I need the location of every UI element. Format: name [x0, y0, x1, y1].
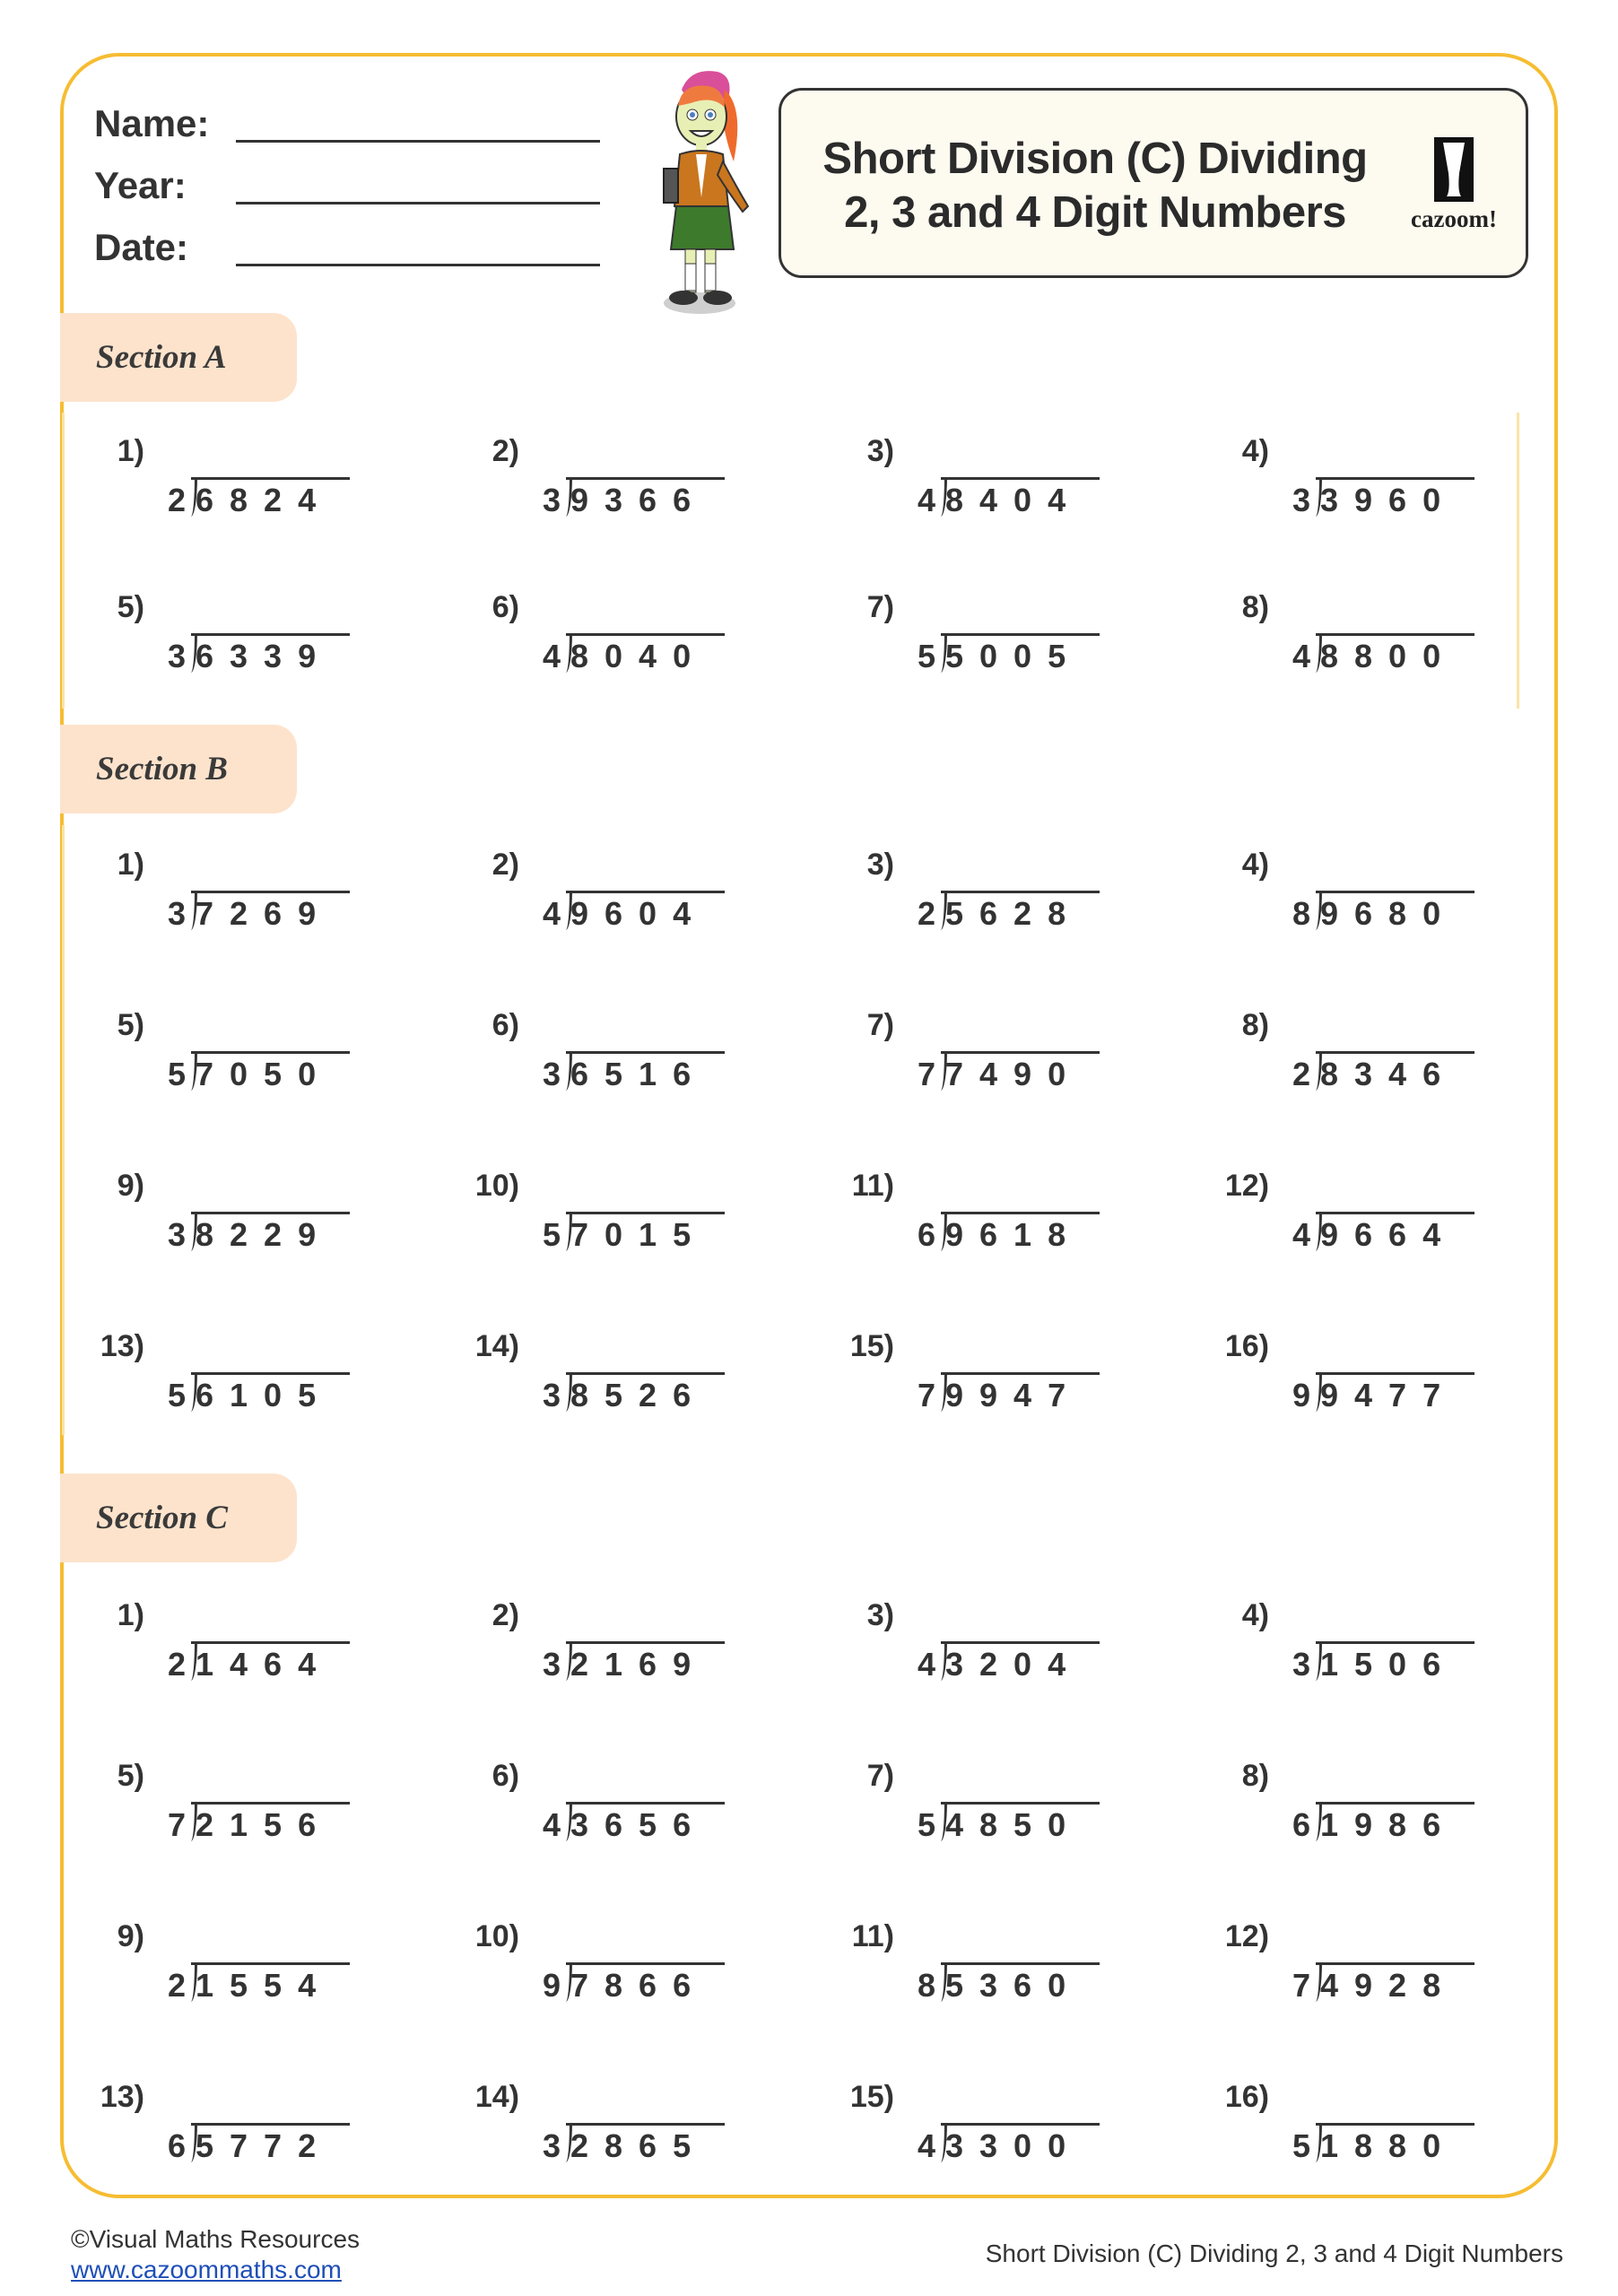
division-problem: [857, 1008, 1216, 1107]
problem-number: 1): [117, 434, 144, 468]
division-bar: [1316, 633, 1474, 636]
frame-accent-line: [62, 413, 65, 709]
section-c-tab: [60, 1474, 297, 1562]
division-bar: [191, 1641, 350, 1644]
division-bar: [566, 2123, 725, 2126]
problem-number: 13): [100, 1329, 144, 1363]
dividend: 6105: [196, 1377, 333, 1413]
division-bar: [941, 633, 1100, 636]
problem-number: 12): [1224, 1919, 1269, 1953]
divisor: 5: [543, 1216, 561, 1253]
divisor: 4: [1292, 1216, 1311, 1253]
dividend: 5628: [945, 895, 1083, 932]
division-bar: [941, 1212, 1100, 1214]
division-problem: [849, 1329, 1216, 1428]
divisor: 5: [1292, 2127, 1311, 2164]
website-link[interactable]: www.cazoommaths.com: [71, 2256, 342, 2283]
divisor: 8: [1292, 895, 1311, 932]
division-bar: [1316, 477, 1474, 480]
division-bar: [566, 1802, 725, 1805]
problem-number: 8): [1241, 1759, 1269, 1793]
dividend: 1554: [196, 1967, 333, 2004]
dividend: 7050: [196, 1056, 333, 1092]
dividend: 3960: [1320, 482, 1457, 518]
dividend: 7269: [196, 895, 333, 932]
title-line-1: Short Division (C) Dividing: [822, 135, 1368, 183]
problem-number: 5): [117, 1759, 144, 1793]
division-problem: [474, 2080, 841, 2179]
division-bar: [1316, 1962, 1474, 1965]
division-problem: [108, 1008, 466, 1107]
dividend: 4928: [1320, 1967, 1457, 2004]
dividend: 5772: [196, 2127, 333, 2164]
dividend: 7490: [945, 1056, 1083, 1092]
dividend: 7015: [570, 1216, 708, 1253]
problem-number: 15): [849, 2080, 894, 2114]
division-problem: [108, 1169, 466, 1267]
division-bar: [566, 633, 725, 636]
dividend: 5360: [945, 1967, 1083, 2004]
problem-number: 16): [1224, 2080, 1269, 2114]
problem-number: 14): [474, 1329, 519, 1363]
name-label: Name:: [94, 102, 210, 144]
divisor: 3: [543, 1377, 561, 1413]
division-bar: [941, 891, 1100, 893]
divisor: 3: [168, 1216, 187, 1253]
problem-number: 6): [491, 590, 519, 624]
problem-number: 11): [851, 1919, 894, 1953]
divisor: 2: [918, 895, 936, 932]
division-bar: [191, 2123, 350, 2126]
division-problem: [474, 1169, 841, 1267]
date-label: Date:: [94, 226, 189, 268]
problem-number: 9): [117, 1169, 144, 1203]
division-bar: [1316, 891, 1474, 893]
division-problem: [474, 1919, 841, 2018]
problem-number: 4): [1241, 1598, 1269, 1632]
dividend: 9604: [570, 895, 708, 932]
division-bar: [191, 1051, 350, 1054]
divisor: 3: [1292, 1646, 1311, 1683]
divisor: 4: [543, 895, 561, 932]
division-bar: [1316, 2123, 1474, 2126]
division-problem: [483, 1008, 841, 1107]
division-bar: [1316, 1212, 1474, 1214]
problem-number: 15): [849, 1329, 894, 1363]
divisor: 4: [918, 1646, 936, 1683]
problem-number: 7): [866, 1759, 894, 1793]
division-problem: [857, 1598, 1216, 1697]
dividend: 3300: [945, 2127, 1083, 2164]
dividend: 8526: [570, 1377, 708, 1413]
divisor: 3: [168, 895, 187, 932]
division-bar: [1316, 1372, 1474, 1375]
divisor: 4: [918, 2127, 936, 2164]
divisor: 5: [918, 1806, 936, 1843]
year-field[interactable]: [236, 202, 600, 204]
section-b-label: Section B: [96, 751, 228, 787]
division-bar: [941, 1962, 1100, 1965]
dividend: 7866: [570, 1967, 708, 2004]
divisor: 4: [543, 1806, 561, 1843]
problem-number: 12): [1224, 1169, 1269, 1203]
dividend: 9680: [1320, 895, 1457, 932]
division-bar: [566, 1051, 725, 1054]
dividend: 9477: [1320, 1377, 1457, 1413]
problem-number: 1): [117, 848, 144, 882]
logo-text: cazoom!: [1411, 205, 1497, 232]
dividend: 2169: [570, 1646, 708, 1683]
divisor: 6: [1292, 1806, 1311, 1843]
division-bar: [1316, 1051, 1474, 1054]
problem-number: 16): [1224, 1329, 1269, 1363]
divisor: 3: [543, 1056, 561, 1092]
division-problem: [108, 590, 466, 689]
dividend: 8346: [1320, 1056, 1457, 1092]
problem-number: 8): [1241, 1008, 1269, 1042]
division-problem: [1232, 1008, 1591, 1107]
dividend: 2865: [570, 2127, 708, 2164]
logo-cup-icon: [1398, 137, 1509, 205]
dividend: 9664: [1320, 1216, 1457, 1253]
division-bar: [566, 1212, 725, 1214]
divisor: 7: [1292, 1967, 1311, 2004]
division-bar: [1316, 1802, 1474, 1805]
division-bar: [566, 1962, 725, 1965]
division-problem: [108, 1598, 466, 1697]
problem-number: 10): [474, 1919, 519, 1953]
divisor: 3: [543, 2127, 561, 2164]
section-b-tab: [60, 725, 297, 813]
division-problem: [474, 1329, 841, 1428]
division-bar: [566, 1372, 725, 1375]
problem-number: 3): [866, 848, 894, 882]
dividend: 9947: [945, 1377, 1083, 1413]
section-a-tab: [60, 313, 297, 402]
problem-number: 4): [1241, 848, 1269, 882]
division-problem: [1224, 1169, 1591, 1267]
division-problem: [857, 434, 1216, 533]
divisor: 2: [168, 482, 187, 518]
division-problem: [108, 848, 466, 946]
dividend: 6516: [570, 1056, 708, 1092]
problem-number: 3): [866, 1598, 894, 1632]
division-bar: [191, 1802, 350, 1805]
division-problem: [108, 1919, 466, 2018]
division-bar: [941, 477, 1100, 480]
divisor: 3: [543, 1646, 561, 1683]
dividend: 8800: [1320, 638, 1457, 674]
dividend: 1464: [196, 1646, 333, 1683]
division-problem: [857, 590, 1216, 689]
division-bar: [941, 2123, 1100, 2126]
problem-number: 3): [866, 434, 894, 468]
name-field[interactable]: [236, 140, 600, 143]
dividend: 2156: [196, 1806, 333, 1843]
division-problem: [1224, 1919, 1591, 2018]
frame-accent-line: [62, 825, 65, 1435]
division-bar: [941, 1051, 1100, 1054]
division-problem: [1232, 434, 1591, 533]
problem-number: 5): [117, 590, 144, 624]
division-bar: [191, 1212, 350, 1214]
division-bar: [191, 891, 350, 893]
divisor: 3: [168, 638, 187, 674]
girl-illustration: [628, 63, 762, 318]
problem-number: 11): [851, 1169, 894, 1203]
division-bar: [191, 633, 350, 636]
divisor: 2: [168, 1646, 187, 1683]
problem-number: 2): [491, 848, 519, 882]
divisor: 4: [918, 482, 936, 518]
division-problem: [483, 434, 841, 533]
division-bar: [191, 1962, 350, 1965]
problem-number: 6): [491, 1008, 519, 1042]
divisor: 6: [168, 2127, 187, 2164]
division-bar: [191, 477, 350, 480]
divisor: 7: [918, 1377, 936, 1413]
division-problem: [100, 2080, 466, 2179]
division-problem: [108, 1759, 466, 1857]
division-problem: [483, 1759, 841, 1857]
problem-number: 6): [491, 1759, 519, 1793]
dividend: 9618: [945, 1216, 1083, 1253]
division-problem: [108, 434, 466, 533]
footer-left: [71, 2224, 360, 2285]
division-bar: [941, 1372, 1100, 1375]
title-line-2: 2, 3 and 4 Digit Numbers: [844, 188, 1346, 237]
problem-number: 1): [117, 1598, 144, 1632]
divisor: 3: [1292, 482, 1311, 518]
dividend: 3204: [945, 1646, 1083, 1683]
date-field[interactable]: [236, 264, 600, 266]
problem-number: 5): [117, 1008, 144, 1042]
divisor: 2: [168, 1967, 187, 2004]
divisor: 5: [168, 1377, 187, 1413]
divisor: 7: [918, 1056, 936, 1092]
dividend: 5005: [945, 638, 1083, 674]
dividend: 1986: [1320, 1806, 1457, 1843]
dividend: 6824: [196, 482, 333, 518]
dividend: 1506: [1320, 1646, 1457, 1683]
problem-number: 2): [491, 434, 519, 468]
divisor: 5: [918, 638, 936, 674]
division-bar: [1316, 1641, 1474, 1644]
division-problem: [857, 848, 1216, 946]
divisor: 7: [168, 1806, 187, 1843]
problem-number: 8): [1241, 590, 1269, 624]
section-c-label: Section C: [96, 1500, 228, 1536]
divisor: 5: [168, 1056, 187, 1092]
division-bar: [941, 1641, 1100, 1644]
problem-number: 4): [1241, 434, 1269, 468]
dividend: 1880: [1320, 2127, 1457, 2164]
problem-number: 10): [474, 1169, 519, 1203]
division-problem: [1232, 590, 1591, 689]
problem-number: 14): [474, 2080, 519, 2114]
division-problem: [857, 1759, 1216, 1857]
divisor: 9: [1292, 1377, 1311, 1413]
dividend: 3656: [570, 1806, 708, 1843]
problem-number: 7): [866, 590, 894, 624]
year-label: Year:: [94, 164, 187, 206]
division-bar: [566, 1641, 725, 1644]
dividend: 8040: [570, 638, 708, 674]
divisor: 3: [543, 482, 561, 518]
copyright-text: ©Visual Maths Resources: [71, 2225, 361, 2253]
divisor: 4: [1292, 638, 1311, 674]
problem-number: 13): [100, 2080, 144, 2114]
problem-number: 2): [491, 1598, 519, 1632]
title-box: [779, 88, 1528, 278]
dividend: 4850: [945, 1806, 1083, 1843]
dividend: 8404: [945, 482, 1083, 518]
divisor: 6: [918, 1216, 936, 1253]
division-problem: [483, 848, 841, 946]
problem-number: 7): [866, 1008, 894, 1042]
worksheet-title: [790, 132, 1400, 239]
division-problem: [1224, 1329, 1591, 1428]
division-problem: [1232, 1759, 1591, 1857]
division-problem: [851, 1919, 1216, 2018]
division-bar: [191, 1372, 350, 1375]
dividend: 6339: [196, 638, 333, 674]
problem-number: 9): [117, 1919, 144, 1953]
footer-worksheet-title: Short Division (C) Dividing 2, 3 and 4 Digit Numbers: [985, 2239, 1563, 2267]
divisor: 8: [918, 1967, 936, 2004]
division-problem: [849, 2080, 1216, 2179]
division-problem: [483, 590, 841, 689]
division-bar: [941, 1802, 1100, 1805]
division-problem: [483, 1598, 841, 1697]
division-problem: [1232, 1598, 1591, 1697]
dividend: 8229: [196, 1216, 333, 1253]
dividend: 9366: [570, 482, 708, 518]
divisor: 4: [543, 638, 561, 674]
division-problem: [1232, 848, 1591, 946]
division-problem: [1224, 2080, 1591, 2179]
section-a-label: Section A: [96, 339, 227, 376]
cazoom-logo: [1398, 137, 1509, 236]
division-bar: [566, 891, 725, 893]
divisor: 2: [1292, 1056, 1311, 1092]
divisor: 9: [543, 1967, 561, 2004]
division-problem: [100, 1329, 466, 1428]
division-bar: [566, 477, 725, 480]
division-problem: [851, 1169, 1216, 1267]
